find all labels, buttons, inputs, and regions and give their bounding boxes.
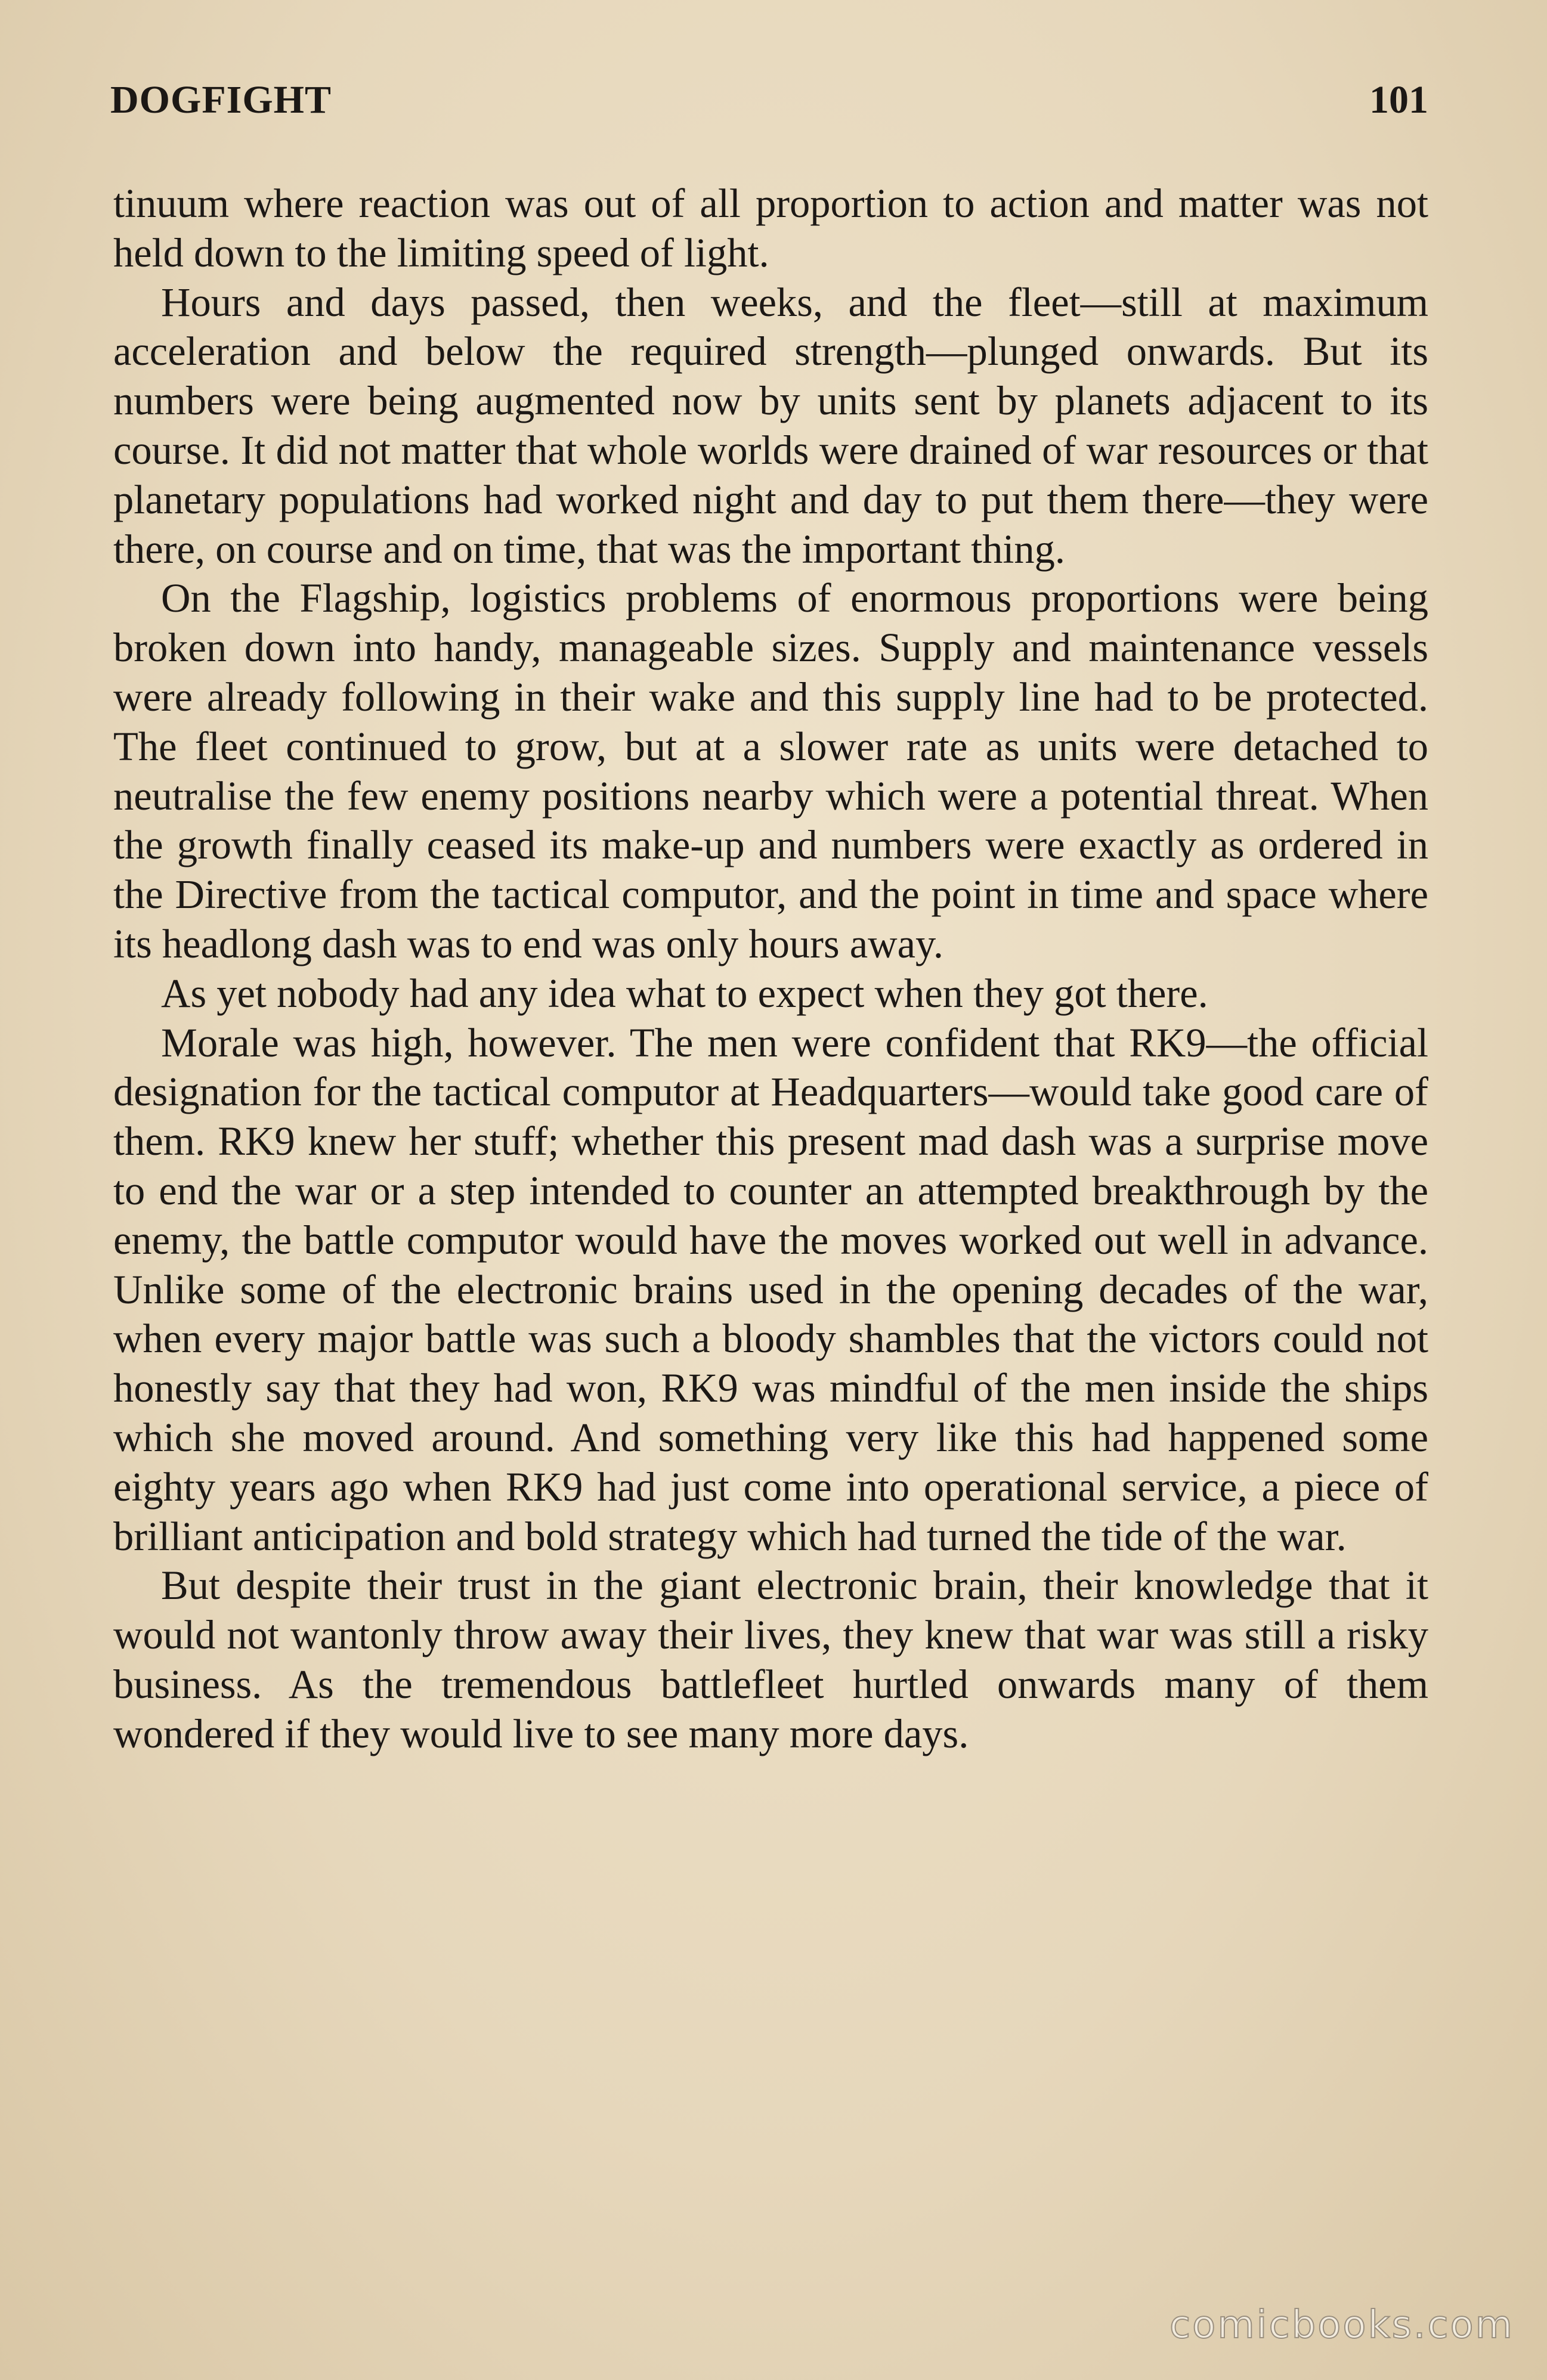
body-text — [113, 179, 1428, 1759]
watermark: comicbooks.com — [1169, 2303, 1514, 2347]
running-head: DOGFIGHT — [110, 78, 332, 122]
paragraph: On the Flagship, logistics problems of enormous proportions were being broken down into handy, manageable sizes. Supply and maintenance vessels were already following in their wake and this supply line had to be protected. The fleet continued to grow, but at a slower rate as units were detached to neutralise the few enemy positions nearby which were a potential threat. When the growth finally ceased its make-up and numbers were exactly as ordered in the Directive from the tactical computor, and the point in time and space where its headlong dash was to end was only hours away. — [113, 575, 1428, 966]
page-header — [110, 78, 1428, 143]
paragraph: Morale was high, however. The men were confident that RK9—the official designation for the tactical computor at Headquarters—would take good care of them. RK9 knew her stuff; whether this present mad dash was a surprise move to end the war or a step intended to counter an attempted breakthrough by the enemy, the battle computor would have the moves worked out well in advance. Unlike some of the electronic brains used in the opening decades of the war, when every major battle was such a bloody shambles that the victors could not honestly say that they had won, RK9 was mindful of the men inside the ships which she moved around. And something very like this had happened some eighty years ago when RK9 had just come into operational service, a piece of brilliant anticipation and bold strategy which had turned the tide of the war. — [113, 1019, 1428, 1559]
paragraph: Hours and days passed, then weeks, and the fleet—still at maximum acceleration and below the required strength—plunged onwards. But its numbers were being augmented now by units sent by planets adjacent to its course. It did not matter that whole worlds were drained of war resources or that planetary populations had worked night and day to put them there—they were there, on course and on time, that was the important thing. — [113, 279, 1428, 572]
paragraph: As yet nobody had any idea what to expect when they got there. — [161, 970, 1208, 1016]
paragraph: tinuum where reaction was out of all proportion to action and matter was not held down to the limiting speed of light. — [113, 181, 1428, 275]
page-number: 101 — [1369, 78, 1428, 122]
paragraph: But despite their trust in the giant electronic brain, their knowledge that it would not wantonly throw away their lives, they knew that war was still a risky business. As the tremendous battlefleet hurtled onwards many of them wondered if they would live to see many more days. — [113, 1563, 1428, 1756]
